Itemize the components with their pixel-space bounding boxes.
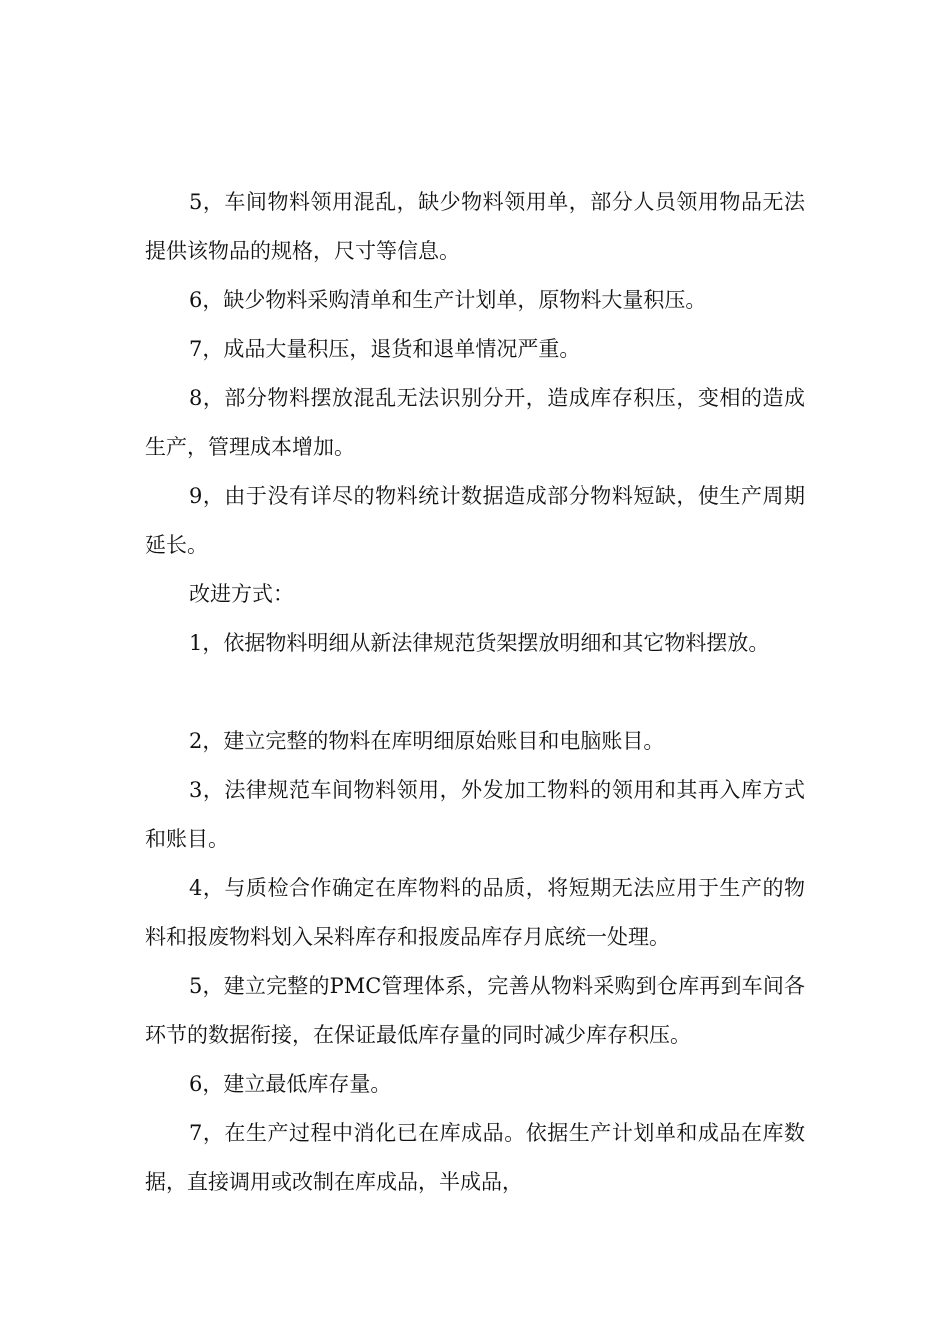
paragraph-issue-7: 7，成品大量积压，退货和退单情况严重。 [189, 337, 581, 361]
paragraph-improvement-5: 5，建立完整的PMC管理体系，完善从物料采购到仓库再到车间各环节的数据衔接，在保证最低库存量的同时减少库存积压。 [145, 974, 805, 1047]
paragraph-improvement-1: 1，依据物料明细从新法律规范货架摆放明细和其它物料摆放。 [189, 631, 770, 655]
paragraph-issue-5: 5，车间物料领用混乱，缺少物料领用单，部分人员领用物品无法提供该物品的规格，尺寸等信息。 [145, 190, 805, 263]
document-body [145, 178, 805, 1207]
paragraph-improvement-4: 4，与质检合作确定在库物料的品质，将短期无法应用于生产的物料和报废物料划入呆料库存和报废品库存月底统一处理。 [145, 876, 805, 949]
paragraph-improvement-3: 3，法律规范车间物料领用，外发加工物料的领用和其再入库方式和账目。 [145, 778, 805, 851]
blank-line [145, 668, 805, 717]
paragraph-improvement-6: 6，建立最低库存量。 [189, 1072, 392, 1096]
paragraph-issue-6: 6，缺少物料采购清单和生产计划单，原物料大量积压。 [189, 288, 707, 312]
paragraph-improvement-2: 2，建立完整的物料在库明细原始账目和电脑账目。 [189, 729, 665, 753]
paragraph-improvement-7: 7，在生产过程中消化已在库成品。依据生产计划单和成品在库数据，直接调用或改制在库成品，半成品， [145, 1121, 805, 1194]
section-heading-improvements: 改进方式： [189, 582, 294, 606]
paragraph-issue-9: 9，由于没有详尽的物料统计数据造成部分物料短缺，使生产周期延长。 [145, 484, 805, 557]
paragraph-issue-8: 8，部分物料摆放混乱无法识别分开，造成库存积压，变相的造成生产，管理成本增加。 [145, 386, 805, 459]
